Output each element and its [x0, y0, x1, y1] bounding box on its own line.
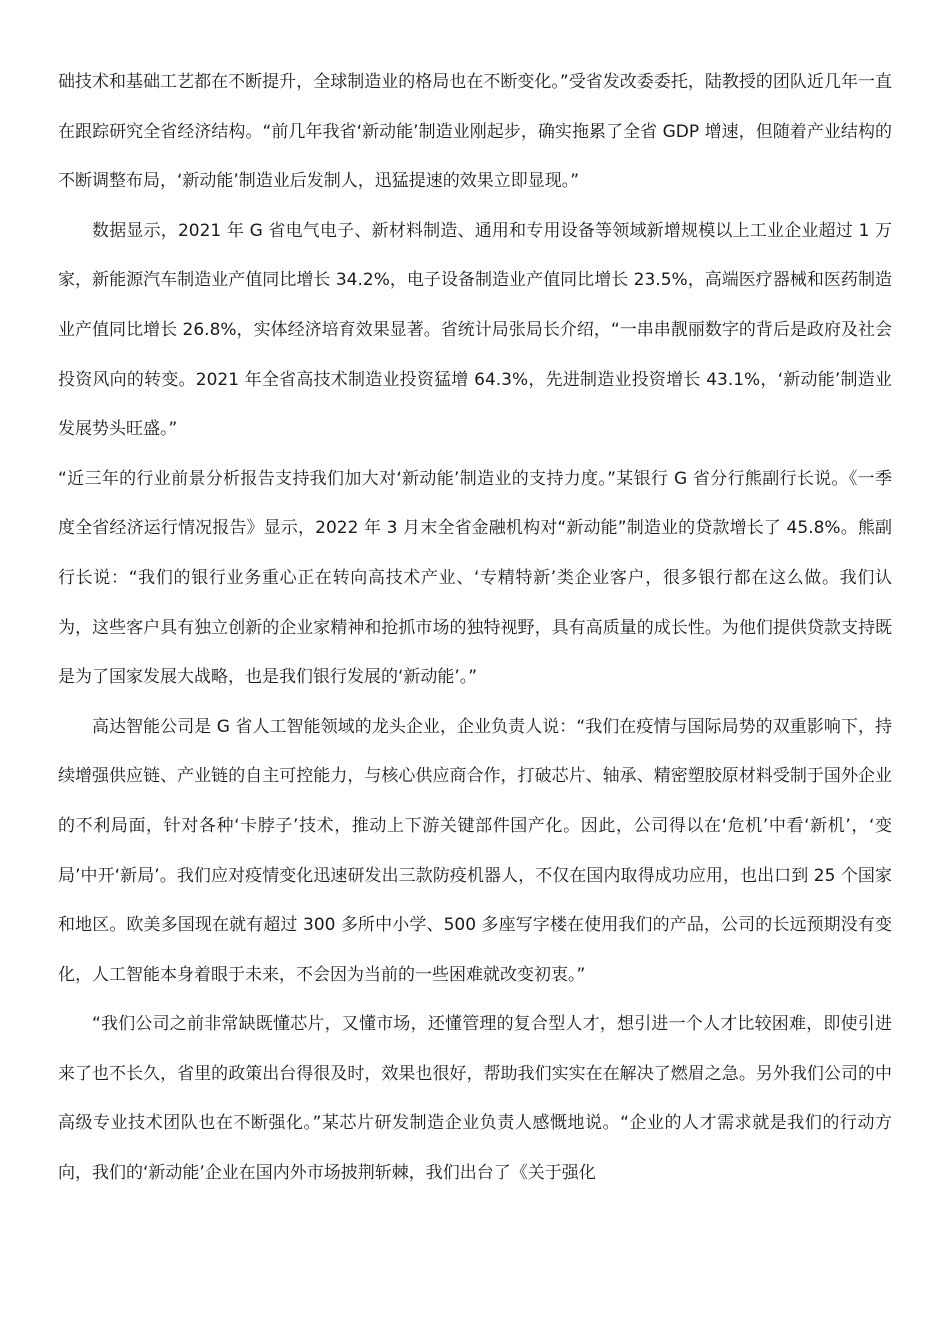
document-page — [58, 58, 892, 1199]
paragraph-1: 础技术和基础工艺都在不断提升，全球制造业的格局也在不断变化。”受省发改委委托，陆教授的团队近几年一直在跟踪研究全省经济结构。“前几年我省‘新动能’制造业刚起步，确实拖累了全省 GDP 增速，但随着产业结构的不断调整布局，‘新动能’制造业后发制人，迅猛提速的效果立即显现。” — [58, 72, 892, 192]
paragraph-5: “我们公司之前非常缺既懂芯片，又懂市场，还懂管理的复合型人才，想引进一个人才比较困难，即使引进来了也不长久，省里的政策出台得很及时，效果也很好，帮助我们实实在在解决了燃眉之急。另外我们公司的中高级专业技术团队也在不断强化。”某芯片研发制造企业负责人感慨地说。“企业的人才需求就是我们的行动方向，我们的‘新动能’企业在国内外市场披荆斩棘，我们出台了《关于强化 — [58, 1014, 892, 1184]
paragraph-3: “近三年的行业前景分析报告支持我们加大对‘新动能’制造业的支持力度。”某银行 G 省分行熊副行长说。《一季度全省经济运行情况报告》显示，2022 年 3 月末全省金融机构对“新动能”制造业的贷款增长了 45.8%。熊副行长说：“我们的银行业务重心正在转向高技术产业、‘专精特新’类企业客户，很多银行都在这么做。我们认为，这些客户具有独立创新的企业家精神和抢抓市场的独特视野，具有高质量的成长性。为他们提供贷款支持既是为了国家发展大战略，也是我们银行发展的‘新动能’。” — [58, 468, 892, 688]
paragraph-4: 高达智能公司是 G 省人工智能领域的龙头企业，企业负责人说：“我们在疫情与国际局势的双重影响下，持续增强供应链、产业链的自主可控能力，与核心供应商合作，打破芯片、轴承、精密塑胶原材料受制于国外企业的不利局面，针对各种‘卡脖子’技术，推动上下游关键部件国产化。因此，公司得以在‘危机’中看‘新机’，‘变局’中开‘新局’。我们应对疫情变化迅速研发出三款防疫机器人，不仅在国内取得成功应用，也出口到 25 个国家和地区。欧美多国现在就有超过 300 多所中小学、500 多座写字楼在使用我们的产品，公司的长远预期没有变化，人工智能本身着眼于未来，不会因为当前的一些困难就改变初衷。” — [58, 716, 892, 985]
paragraph-2: 数据显示，2021 年 G 省电气电子、新材料制造、通用和专用设备等领域新增规模以上工业企业超过 1 万家，新能源汽车制造业产值同比增长 34.2%，电子设备制造业产值同比增长 23.5%，高端医疗器械和医药制造业产值同比增长 26.8%，实体经济培育效果显著。省统计局张局长介绍，“一串串靓丽数字的背后是政府及社会投资风向的转变。2021 年全省高技术制造业投资猛增 64.3%，先进制造业投资增长 43.1%，‘新动能’制造业发展势头旺盛。” — [58, 220, 892, 440]
